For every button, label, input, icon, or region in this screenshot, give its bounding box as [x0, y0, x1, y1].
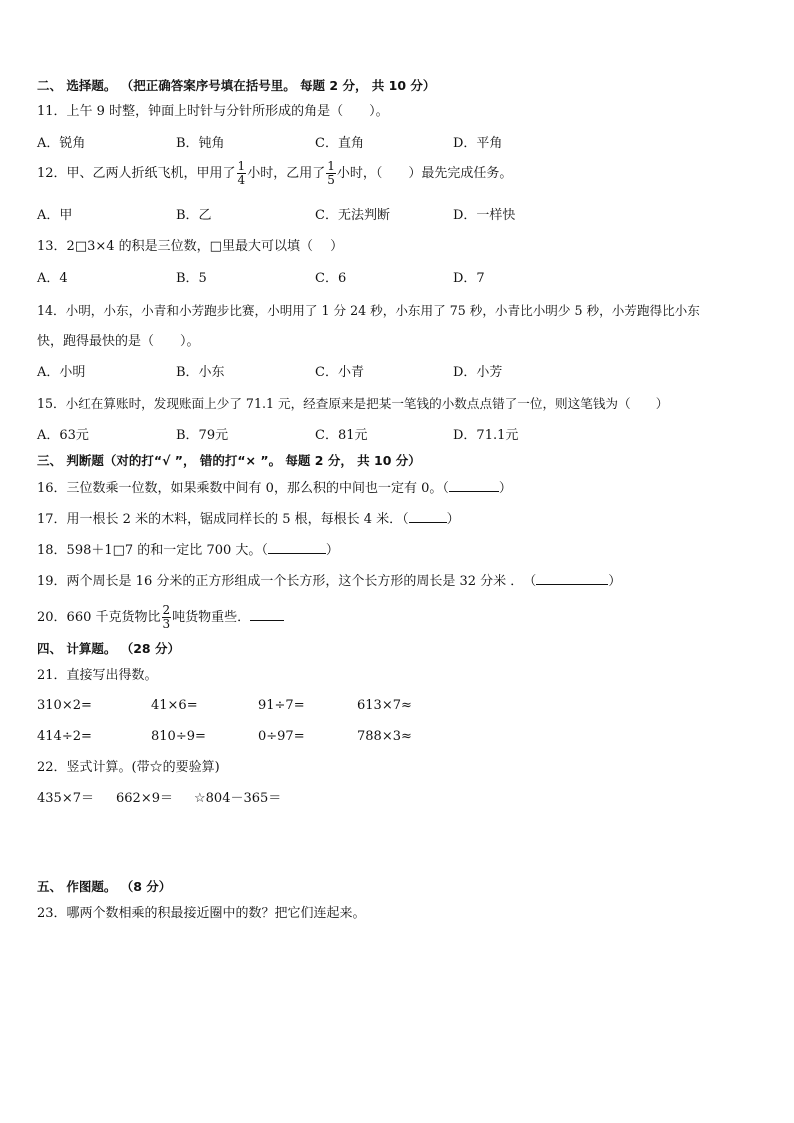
q18-text: 18．598＋1□7 的和一定比 700 大。（: [37, 543, 268, 558]
question-14-line-1: 14．小明，小东，小青和小芳跑步比赛，小明用了 1 分 24 秒，小东用了 75 秒，小青比小明少 5 秒，小芳跑得比小东: [37, 303, 700, 318]
q15-option-c: C．81元: [315, 428, 368, 443]
q20-fraction: [162, 604, 172, 631]
question-21-title: 21．直接写出得数。: [37, 668, 158, 683]
q21-row1-item-3: 91÷7=: [258, 698, 305, 713]
section-2-heading: 二、 选择题。 （把正确答案序号填在括号里。 每题 2 分， 共 10 分）: [37, 78, 436, 93]
q12-fraction-2-numerator: 1: [327, 159, 335, 173]
question-19: [37, 572, 621, 591]
q15-option-d: D．71.1元: [453, 428, 519, 443]
q14-option-d: D．小芳: [453, 365, 503, 380]
q13-option-c: C．6: [315, 271, 347, 286]
q12-text-part2: 小时，乙用了: [247, 166, 326, 181]
q12-fraction-1-numerator: 1: [237, 159, 246, 173]
q13-option-d: D．7: [453, 271, 485, 286]
q21-row1-item-2: 41×6=: [151, 698, 198, 713]
q19-close-paren: ）: [608, 574, 622, 589]
section-5-heading: 五、 作图题。 （8 分）: [37, 879, 172, 894]
question-16: [37, 479, 512, 498]
q12-fraction-1: [237, 160, 247, 187]
question-15: 15．小红在算账时，发现账面上少了 71.1 元，经查原来是把某一笔钱的小数点点错了一位，则这笔钱为（ ）: [37, 396, 669, 411]
q21-row1-item-1: 310×2=: [37, 698, 92, 713]
question-20: [37, 604, 284, 631]
q11-option-d: D．平角: [453, 136, 503, 151]
q22-item-2: 662×9＝: [116, 791, 173, 806]
q13-option-b: B．5: [176, 271, 207, 286]
q14-option-a: A．小明: [37, 365, 86, 380]
question-23: 23．哪两个数相乘的积最接近圈中的数？把它们连起来。: [37, 906, 366, 921]
q11-option-b: B．钝角: [176, 136, 225, 151]
q11-option-a: A．锐角: [37, 136, 86, 151]
q12-fraction-1-denominator: 4: [237, 173, 246, 187]
q20-fraction-denominator: 3: [162, 617, 171, 631]
q16-close-paren: ）: [498, 481, 512, 496]
q13-option-a: A．4: [37, 271, 68, 286]
q19-text: 19．两个周长是 16 分米的正方形组成一个长方形，这个长方形的周长是 32 分米 ． （: [37, 574, 537, 589]
q19-answer-blank[interactable]: [536, 572, 608, 585]
q12-fraction-2: [326, 160, 336, 187]
q18-answer-blank[interactable]: [268, 541, 326, 554]
q20-text-part2: 吨货物重些．: [172, 610, 251, 625]
q14-option-b: B．小东: [176, 365, 225, 380]
question-18: [37, 541, 339, 560]
q12-text-part1: 12．甲、乙两人折纸飞机，甲用了: [37, 166, 236, 181]
q20-text-part1: 20．660 千克货物比: [37, 610, 161, 625]
q20-fraction-numerator: 2: [162, 603, 171, 617]
q21-row2-item-4: 788×3≈: [357, 729, 412, 744]
question-17: [37, 510, 460, 529]
question-12: [37, 160, 512, 187]
q21-row2-item-3: 0÷97=: [258, 729, 305, 744]
q12-option-d: D．一样快: [453, 208, 516, 223]
q12-fraction-2-denominator: 5: [327, 173, 335, 187]
q16-answer-blank[interactable]: [449, 479, 499, 492]
q17-text: 17．用一根长 2 米的木料，锯成同样长的 5 根，每根长 4 米．（: [37, 512, 409, 527]
question-11: 11．上午 9 时整，钟面上时针与分针所形成的角是（ ）。: [37, 104, 389, 119]
q18-close-paren: ）: [325, 543, 339, 558]
q15-option-a: A．63元: [37, 428, 89, 443]
q21-row1-item-4: 613×7≈: [357, 698, 412, 713]
q12-option-b: B．乙: [176, 208, 212, 223]
q12-text-part3: 小时，（ ）最先完成任务。: [336, 166, 513, 181]
q17-answer-blank[interactable]: [409, 510, 447, 523]
q16-text: 16．三位数乘一位数，如果乘数中间有 0，那么积的中间也一定有 0。（: [37, 481, 449, 496]
q15-option-b: B．79元: [176, 428, 229, 443]
q12-option-a: A．甲: [37, 208, 73, 223]
q17-close-paren: ）: [446, 512, 460, 527]
q21-row2-item-2: 810÷9=: [151, 729, 206, 744]
question-13: 13．2□3×4 的积是三位数，□里最大可以填（ ）: [37, 239, 344, 254]
section-4-heading: 四、 计算题。 （28 分）: [37, 641, 180, 656]
section-3-heading: 三、 判断题（对的打“√ ”， 错的打“× ”。 每题 2 分， 共 10 分）: [37, 453, 421, 468]
q14-option-c: C．小青: [315, 365, 364, 380]
q22-item-3: ☆804－365＝: [194, 791, 282, 806]
question-14-line-2: 快，跑得最快的是（ ）。: [37, 334, 200, 349]
q12-option-c: C．无法判断: [315, 208, 390, 223]
q22-item-1: 435×7＝: [37, 791, 94, 806]
question-22-title: 22．竖式计算。(带☆的要验算): [37, 760, 220, 775]
q20-answer-blank[interactable]: [250, 608, 284, 621]
q21-row2-item-1: 414÷2=: [37, 729, 92, 744]
q11-option-c: C．直角: [315, 136, 364, 151]
